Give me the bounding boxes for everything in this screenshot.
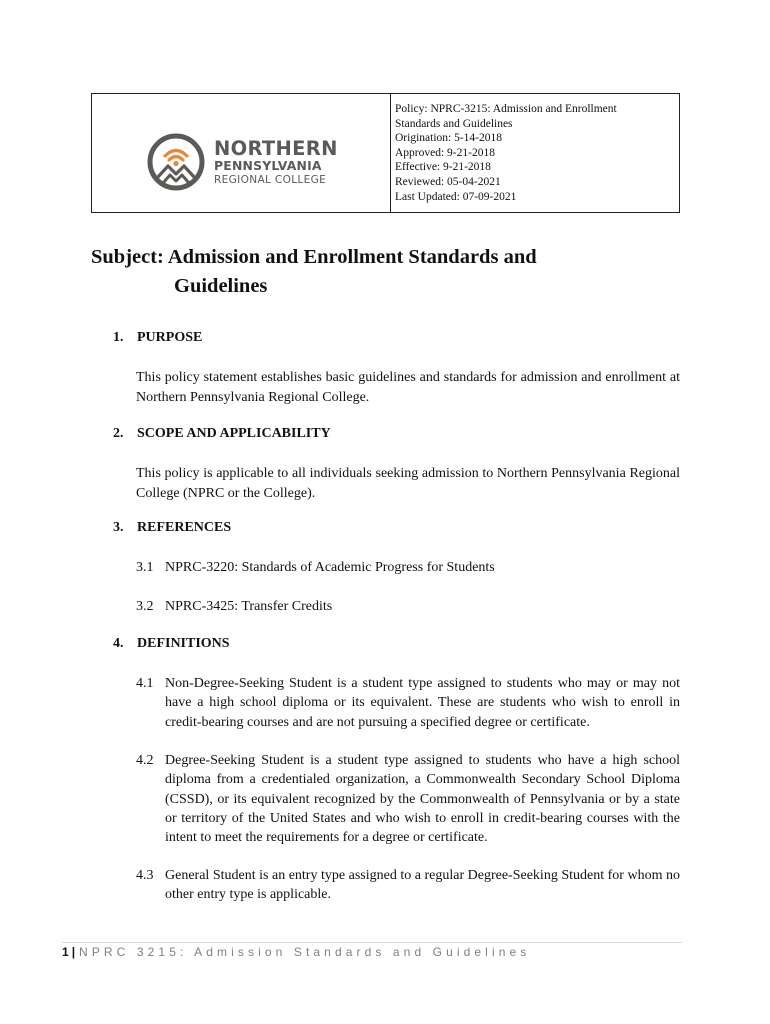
policy-meta xyxy=(391,94,679,212)
origination-date: Origination: 5-14-2018 xyxy=(395,132,502,145)
section-title: PURPOSE xyxy=(137,330,203,345)
section-title: SCOPE AND APPLICABILITY xyxy=(137,426,331,441)
reference-item xyxy=(136,558,680,577)
page-number: 1 xyxy=(62,945,69,959)
section-title: REFERENCES xyxy=(137,520,232,535)
logo-cell xyxy=(92,94,391,212)
subject-heading xyxy=(91,243,651,301)
section-heading-references xyxy=(113,520,231,536)
footer-separator: | xyxy=(71,945,76,959)
item-text: Non-Degree-Seeking Student is a student type assigned to students who may or may not have a high school diploma or its equivalent. These are students who wish to enroll in credit-bearing courses and are not pursuing a specified degree or certificate. xyxy=(165,676,680,730)
section-number: 4. xyxy=(113,636,124,651)
item-number: 4.3 xyxy=(136,868,154,883)
approved-date: Approved: 9-21-2018 xyxy=(395,146,495,159)
section-number: 1. xyxy=(113,330,124,345)
purpose-paragraph: This policy statement establishes basic guidelines and standards for admission and enrollment at Northern Pennsylvania Regional College. xyxy=(136,370,680,405)
policy-header-table xyxy=(91,93,680,213)
item-number: 4.2 xyxy=(136,753,154,768)
logo-line-3: REGIONAL COLLEGE xyxy=(214,173,327,186)
item-text: NPRC-3220: Standards of Academic Progress for Students xyxy=(165,560,495,575)
policy-title-line-2: Standards and Guidelines xyxy=(395,117,513,130)
section-number: 3. xyxy=(113,520,124,535)
definition-item xyxy=(136,866,680,905)
section-heading-definitions xyxy=(113,636,230,652)
item-text: General Student is an entry type assigned to a regular Degree-Seeking Student for whom no other entry type is applicable. xyxy=(165,868,680,903)
item-number: 3.2 xyxy=(136,599,154,614)
subject-line-1: Subject: Admission and Enrollment Standards and xyxy=(91,246,537,268)
page-footer xyxy=(62,942,682,959)
section-heading-purpose xyxy=(113,330,202,346)
section-heading-scope xyxy=(113,426,331,442)
item-number: 3.1 xyxy=(136,560,154,575)
effective-date: Effective: 9-21-2018 xyxy=(395,161,491,174)
definition-item xyxy=(136,674,680,732)
college-logo xyxy=(146,132,338,192)
college-emblem-icon xyxy=(146,132,206,192)
reviewed-date: Reviewed: 05-04-2021 xyxy=(395,175,501,188)
scope-paragraph: This policy is applicable to all individuals seeking admission to Northern Pennsylvania Regional College (NPRC or the College). xyxy=(136,466,680,501)
section-title: DEFINITIONS xyxy=(137,636,230,651)
definition-item xyxy=(136,751,680,847)
last-updated-date: Last Updated: 07-09-2021 xyxy=(395,190,517,203)
item-text: NPRC-3425: Transfer Credits xyxy=(165,599,333,614)
item-number: 4.1 xyxy=(136,676,154,691)
logo-line-1: NORTHERN xyxy=(214,136,338,160)
section-number: 2. xyxy=(113,426,124,441)
item-text: Degree-Seeking Student is a student type assigned to students who have a high school diploma from a credentialed organization, a Commonwealth Secondary School Diploma (CSSD), or its equivalent recognized by the Commonwealth of Pennsylvania or by a state or territory of the United States and who wish to enroll in credit-bearing courses with the intent to meet the requirements for a degree or certificate. xyxy=(165,753,680,846)
logo-line-2: PENNSYLVANIA xyxy=(214,158,322,174)
reference-item xyxy=(136,597,680,616)
footer-text: NPRC 3215: Admission Standards and Guidelines xyxy=(79,945,531,959)
subject-line-2: Guidelines xyxy=(174,275,268,297)
policy-title-line: Policy: NPRC-3215: Admission and Enrollment xyxy=(395,103,617,115)
